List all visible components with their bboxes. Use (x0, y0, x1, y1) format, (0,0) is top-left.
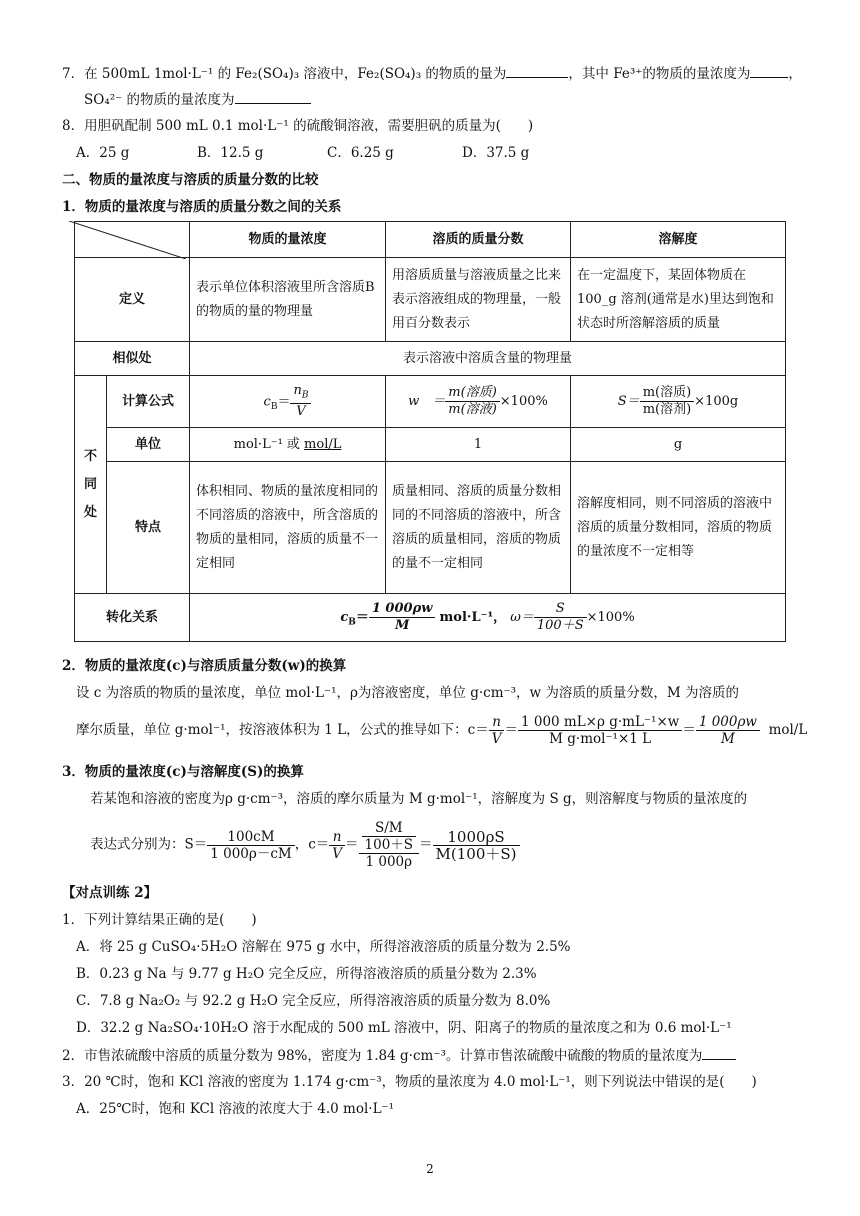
q7-text-c: ， (788, 66, 802, 82)
q7-text-a: 7．在 500mL 1mol·L⁻¹ 的 Fe₂(SO₄)₃ 溶液中，Fe₂(SO₄)₃ 的物质的量为 (62, 66, 507, 82)
header-mass-fraction: 溶质的质量分数 (386, 222, 571, 258)
p2-line1: 设 c 为溶质的物质的量浓度，单位 mol·L⁻¹，ρ为溶液密度，单位 g·cm⁻³，w 为溶质的质量分数，M 为溶质的 (76, 685, 739, 701)
practice-q3-option-a: A．25℃时，饱和 KCl 溶液的浓度大于 4.0 mol·L⁻¹ (76, 1101, 395, 1117)
p3-line1: 若某饱和溶液的密度为ρ g·cm⁻³，溶质的摩尔质量为 M g·mol⁻¹，溶解度为 S g，则溶解度与物质的量浓度的 (90, 791, 748, 807)
question-7 (62, 63, 802, 84)
row-label-feature: 特点 (107, 462, 190, 594)
row-label-conversion: 转化关系 (75, 594, 190, 642)
conversion-formula: $c_B=$ $\frac{1 000\rho w}{M}$ mol·L⁻¹， ω＝ $\frac{S}{100+S}$ ×100% (190, 594, 786, 642)
row-label-unit: 单位 (107, 428, 190, 462)
formula-mass-fraction: w ＝ $\frac{\text{m(溶质)}}{\text{m(溶液)}}$ ×100% (386, 376, 571, 428)
row-label-differences: 不同处 (75, 376, 107, 594)
subheading-2: 2．物质的量浓度(c)与溶质质量分数(w)的换算 (62, 658, 347, 674)
page-number: 2 (426, 1162, 434, 1176)
practice-q3-stem: 3．20 ℃时，饱和 KCl 溶液的密度为 1.174 g·cm⁻³，物质的量浓度为 4.0 mol·L⁻¹，则下列说法中错误的是( ) (62, 1074, 757, 1090)
practice-q2-blank[interactable] (702, 1045, 736, 1060)
subheading-1: 1．物质的量浓度与溶质的质量分数之间的关系 (62, 199, 342, 215)
feature-concentration: 体积相同、物质的量浓度相同的不同溶质的溶液中，所含溶质的物质的量相同，溶质的质量不一定相同 (190, 462, 386, 594)
practice-q1-option-d: D．32.2 g Na₂SO₄·10H₂O 溶于水配成的 500 mL 溶液中，阴、阳离子的物质的量浓度之和为 0.6 mol·L⁻¹ (76, 1020, 732, 1036)
p3-line2: 表达式分别为：S＝ $\frac{100cM}{1 000\rho-cM}$ ，c＝ $\frac{n}{V}$ ＝ $\frac{\frac{S/M}{100+S}}{1 000\rho}$ ＝ $\frac{1000\rho S}{M(100+S)}$ (90, 820, 520, 870)
row-label-definition: 定义 (75, 258, 190, 342)
row-label-formula: 计算公式 (107, 376, 190, 428)
formula-c-fraction: $\frac{n_B}{V}$ (290, 383, 311, 421)
diagonal-line (69, 221, 186, 259)
question-8: 8．用胆矾配制 500 mL 0.1 mol·L⁻¹ 的硫酸铜溶液，需要胆矾的质量为( ) (62, 118, 534, 134)
subheading-3: 3．物质的量浓度(c)与溶解度(S)的换算 (62, 764, 304, 780)
header-solubility: 溶解度 (571, 222, 786, 258)
row-label-similar: 相似处 (75, 342, 190, 376)
definition-solubility: 在一定温度下，某固体物质在100_g 溶剂(通常是水)里达到饱和状态时所溶解溶质的质量 (571, 258, 786, 342)
practice-q1-option-b: B．0.23 g Na 与 9.77 g H₂O 完全反应，所得溶液溶质的质量分数为 2.3% (76, 966, 537, 982)
definition-concentration: 表示单位体积溶液里所含溶质B的物质的量的物理量 (190, 258, 386, 342)
header-molar-concentration: 物质的量浓度 (190, 222, 386, 258)
unit-concentration: mol·L⁻¹ 或 mol/L (190, 428, 386, 462)
practice-q2: 2．市售浓硫酸中溶质的质量分数为 98%，密度为 1.84 g·cm⁻³。计算市售浓硫酸中硫酸的物质的量浓度为 (62, 1045, 736, 1066)
similar-text: 表示溶液中溶质含量的物理量 (190, 342, 786, 376)
q8-option-d: D．37.5 g (462, 145, 530, 161)
feature-mass-fraction: 质量相同、溶质的质量分数相同的不同溶质的溶液中，所含溶质的质量相同，溶质的物质的量不一定相同 (386, 462, 571, 594)
formula-solubility: S＝ $\frac{\text{m(溶质)}}{\text{m(溶剂)}}$ ×100g (571, 376, 786, 428)
section-heading-2: 二、物质的量浓度与溶质的质量分数的比较 (62, 172, 319, 188)
formula-concentration: $c_B=$ $\frac{n_B}{V}$ (190, 376, 386, 428)
q8-option-c: C．6.25 g (327, 145, 394, 161)
comparison-table (74, 221, 786, 642)
practice-q1-stem: 1．下列计算结果正确的是( ) (62, 912, 257, 928)
q7-blank-2[interactable] (750, 63, 788, 78)
q7-text-b: ，其中 Fe³⁺的物质的量浓度为 (568, 66, 751, 82)
practice-heading: 【对点训练 2】 (62, 885, 158, 901)
q7-blank-1[interactable] (506, 63, 568, 78)
definition-mass-fraction: 用溶质质量与溶液质量之比来表示溶液组成的物理量，一般用百分数表示 (386, 258, 571, 342)
q7-text-d: SO₄²⁻ 的物质的量浓度为 (84, 92, 235, 108)
q8-option-a: A．25 g (76, 145, 130, 161)
unit-mass-fraction: 1 (386, 428, 571, 462)
practice-q1-option-c: C．7.8 g Na₂O₂ 与 92.2 g H₂O 完全反应，所得溶液溶质的质量分数为 8.0% (76, 993, 551, 1009)
p2-line2: 摩尔质量，单位 g·mol⁻¹，按溶液体积为 1 L，公式的推导如下：c＝ $\frac{n}{V}$ ＝ $\frac{\text{1 000 mL×ρ g·mL⁻¹×w}}{\text{M g·mol⁻¹×1 L}}$ ＝ $\frac{1 000\rho w}{M}$ mol/L (76, 714, 808, 747)
q7-blank-3[interactable] (235, 89, 311, 104)
question-7-line2 (84, 89, 311, 110)
feature-solubility: 溶解度相同，则不同溶质的溶液中溶质的质量分数相同，溶质的物质的量浓度不一定相等 (571, 462, 786, 594)
table-corner-cell (75, 222, 190, 258)
unit-solubility: g (571, 428, 786, 462)
practice-q1-option-a: A．将 25 g CuSO₄·5H₂O 溶解在 975 g 水中，所得溶液溶质的质量分数为 2.5% (76, 939, 571, 955)
q8-option-b: B．12.5 g (197, 145, 264, 161)
